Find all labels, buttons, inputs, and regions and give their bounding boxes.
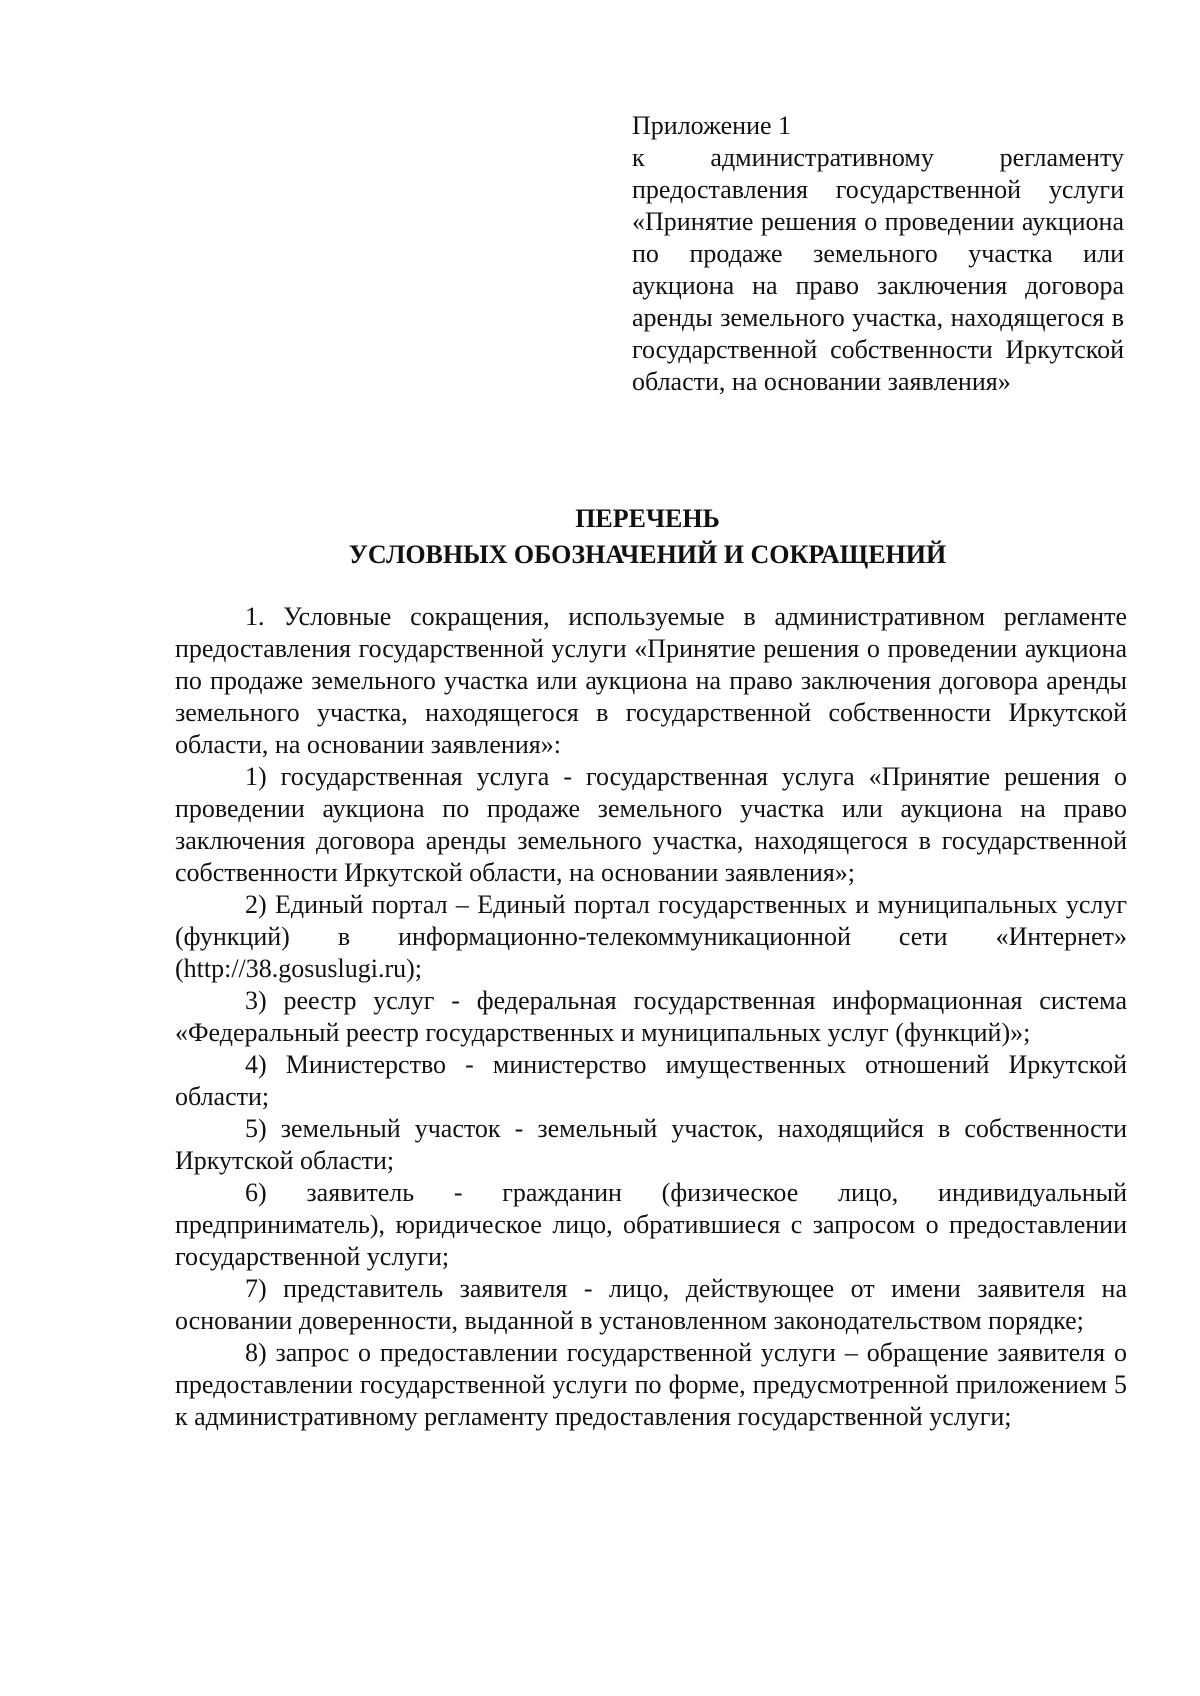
paragraph-item-6: 6) заявитель - гражданин (физическое лицо, индивидуальный предприниматель), юридическое лицо, обратившиеся с запросом о предоставлении государственной услуги; [175, 1178, 1127, 1271]
paragraph-item-4: 4) Министерство - министерство имущественных отношений Иркутской области; [175, 1050, 1127, 1111]
heading-subtitle: УСЛОВНЫХ ОБОЗНАЧЕНИЙ И СОКРАЩЕНИЙ [348, 540, 947, 569]
document-body [175, 601, 1127, 1433]
paragraph-item-2: 2) Единый портал – Единый портал государственных и муниципальных услуг (функций) в информационно-телекоммуникационной сети «Интернет» (http://38.gosuslugi.ru); [175, 890, 1127, 983]
heading-title: ПЕРЕЧЕНЬ [575, 504, 720, 533]
paragraph-item-8: 8) запрос о предоставлении государственной услуги – обращение заявителя о предоставлении государственной услуги по форме, предусмотренной приложением 5 к административному регламенту предоставления государственной услуги; [175, 1338, 1127, 1431]
document-heading [170, 501, 1125, 573]
appendix-reference: к административному регламенту предоставления государственной услуги «Принятие решения о проведении аукциона по продаже земельного участка или аукциона на право заключения договора аренды земельного участка, находящегося в государственной собственности Иркутской области, на основании заявления» [632, 143, 1124, 396]
appendix-block [632, 110, 1124, 398]
paragraph-item-7: 7) представитель заявителя - лицо, действующее от имени заявителя на основании доверенности, выданной в установленном законодательством порядке; [175, 1274, 1127, 1335]
paragraph-item-3: 3) реестр услуг - федеральная государственная информационная система «Федеральный реестр государственных и муниципальных услуг (функций)»; [175, 986, 1127, 1047]
appendix-number: Приложение 1 [632, 111, 792, 140]
paragraph-item-1: 1) государственная услуга - государственная услуга «Принятие решения о проведении аукциона по продаже земельного участка или аукциона на право заключения договора аренды земельного участка, находящегося в государственной собственности Иркутской области, на основании заявления»; [175, 762, 1127, 887]
paragraph-item-5: 5) земельный участок - земельный участок, находящийся в собственности Иркутской области; [175, 1114, 1127, 1175]
paragraph-intro: 1. Условные сокращения, используемые в административном регламенте предоставления государственной услуги «Принятие решения о проведении аукциона по продаже земельного участка или аукциона на право заключения договора аренды земельного участка, находящегося в государственной собственности Иркутской области, на основании заявления»: [175, 602, 1127, 759]
